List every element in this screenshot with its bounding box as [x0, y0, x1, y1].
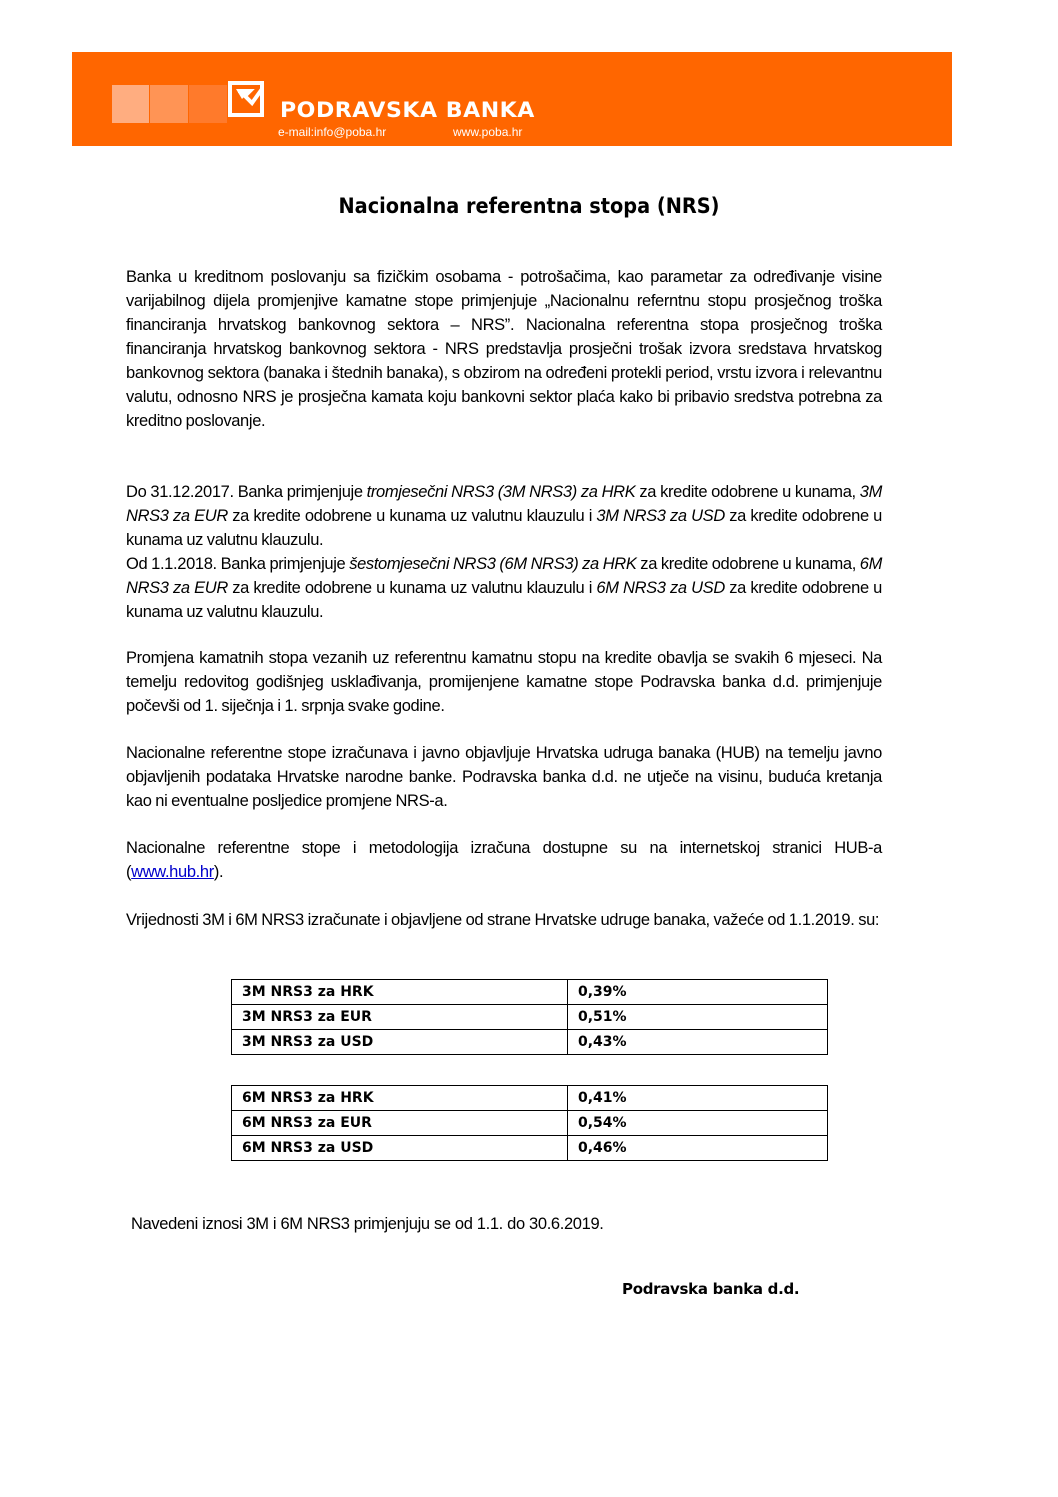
header-email: e-mail:info@poba.hr: [278, 125, 387, 139]
text: Do 31.12.2017. Banka primjenjuje: [126, 483, 367, 501]
text-italic: tromjesečni NRS3 (3M NRS3) za HRK: [366, 483, 636, 501]
paragraph-values-intro: Vrijednosti 3M i 6M NRS3 izračunate i objavljene od strane Hrvatske udruge banaka, važeće od 1.1.2019. su:: [126, 911, 880, 929]
paragraph-2017: [126, 480, 882, 552]
table-row: [232, 980, 828, 1005]
text: ).: [213, 863, 224, 881]
logo-square-medium: [150, 85, 188, 123]
rate-label: 6M NRS3 za USD: [232, 1136, 568, 1161]
text: za kredite odobrene u kunama uz valutnu klauzulu.: [126, 579, 882, 621]
rate-label: 6M NRS3 za HRK: [232, 1086, 568, 1111]
rate-label: 6M NRS3 za EUR: [232, 1111, 568, 1136]
rate-value: 0,39%: [568, 980, 828, 1005]
closing-note: Navedeni iznosi 3M i 6M NRS3 primjenjuju se od 1.1. do 30.6.2019.: [131, 1215, 604, 1233]
table-row: [232, 1030, 828, 1055]
text: Od 1.1.2018. Banka primjenjuje: [126, 555, 350, 573]
rate-label: 3M NRS3 za HRK: [232, 980, 568, 1005]
rate-value: 0,51%: [568, 1005, 828, 1030]
text: za kredite odobrene u kunama uz valutnu klauzulu i: [227, 507, 597, 525]
paragraph-rate-change: Promjena kamatnih stopa vezanih uz referentnu kamatnu stopu na kredite obavlja se svakih 6 mjeseci. Na temelju redovitog godišnjeg usklađivanja, promijenjene kamatne stope Podravska banka d.d. primjenjuje počevši od 1. siječnja i 1. srpnja svake godine.: [126, 649, 882, 715]
table-row: [232, 1136, 828, 1161]
text: za kredite odobrene u kunama,: [635, 483, 860, 501]
text-italic: 3M NRS3 za EUR: [126, 483, 882, 525]
rate-label: 3M NRS3 za EUR: [232, 1005, 568, 1030]
text: Nacionalne referentne stope i metodologija izračuna dostupne su na internetskoj stranici HUB-a (: [126, 839, 882, 881]
table-row: [232, 1111, 828, 1136]
logo-square-light: [112, 85, 149, 123]
rate-value: 0,43%: [568, 1030, 828, 1055]
table-6m-rates: [231, 1085, 828, 1161]
text-italic: 6M NRS3 za USD: [596, 579, 725, 597]
paragraph-methodology: [126, 836, 882, 884]
page-title: Nacionalna referentna stopa (NRS): [338, 194, 720, 218]
table-row: [232, 1086, 828, 1111]
rate-value: 0,54%: [568, 1111, 828, 1136]
text-italic: 3M NRS3 za USD: [596, 507, 725, 525]
rate-value: 0,41%: [568, 1086, 828, 1111]
text-italic: 6M NRS3 za EUR: [126, 555, 882, 597]
logo-square-dark: [189, 85, 227, 123]
bank-logo-icon: [228, 81, 264, 117]
header-website: www.poba.hr: [453, 125, 523, 139]
text: za kredite odobrene u kunama,: [636, 555, 860, 573]
signature: Podravska banka d.d.: [622, 1280, 800, 1298]
paragraph-hub: Nacionalne referentne stope izračunava i javno objavljuje Hrvatska udruga banaka (HUB) na temelju javno objavljenih podataka Hrvatske narodne banke. Podravska banka d.d. ne utječe na visinu, buduća kretanja kao ni eventualne posljedice promjene NRS-a.: [126, 744, 882, 810]
paragraph-2018: [126, 552, 882, 624]
hub-link[interactable]: www.hub.hr: [131, 863, 214, 881]
text-italic: šestomjesečni NRS3 (6M NRS3) za HRK: [349, 555, 637, 573]
text: za kredite odobrene u kunama uz valutnu klauzulu.: [126, 507, 882, 549]
table-3m-rates: [231, 979, 828, 1055]
paragraph-intro: Banka u kreditnom poslovanju sa fizičkim osobama - potrošačima, kao parametar za određivanje visine varijabilnog dijela promjenjive kamatne stope primjenjuje „Nacionalnu referntnu stopu prosječnog troška financiranja hrvatskog bankovnog sektora – NRS”. Nacionalna referentna stopa prosječnog troška financiranja hrvatskog bankovnog sektora - NRS predstavlja prosječni trošak izvora sredstava hrvatskog bankovnog sektora (banaka i štednih banaka), s obzirom na određeni protekli period, vrstu izvora i relevantnu valutu, odnosno NRS je prosječna kamata koju bankovni sektor plaća kako bi pribavio sredstva potrebna za kreditno poslovanje.: [126, 268, 882, 430]
header-banner: [72, 52, 952, 146]
table-row: [232, 1005, 828, 1030]
brand-name: PODRAVSKA BANKA: [280, 98, 535, 122]
text: za kredite odobrene u kunama uz valutnu klauzulu i: [227, 579, 597, 597]
rate-label: 3M NRS3 za USD: [232, 1030, 568, 1055]
rate-value: 0,46%: [568, 1136, 828, 1161]
